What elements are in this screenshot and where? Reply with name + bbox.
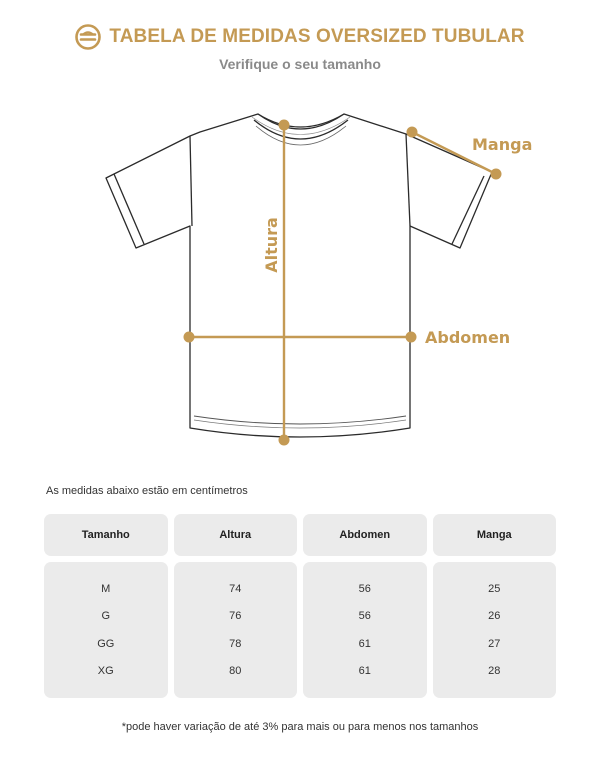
cell-tamanho-2: G: [101, 610, 111, 623]
cell-altura-4: 80: [229, 664, 242, 677]
header-abdomen: Abdomen: [303, 514, 427, 556]
cell-manga-4: 28: [488, 664, 501, 677]
tshirt-outline: [106, 114, 492, 437]
values-altura: [174, 562, 298, 698]
page-title: TABELA DE MEDIDAS OVERSIZED TUBULAR: [109, 26, 525, 47]
values-tamanho: [44, 562, 168, 698]
cell-abdomen-2: 56: [358, 610, 371, 623]
tshirt-diagram: [0, 80, 600, 460]
cell-altura-3: 78: [229, 637, 242, 650]
label-manga: Manga: [472, 135, 533, 154]
label-abdomen: Abdomen: [425, 328, 511, 347]
values-abdomen: [303, 562, 427, 698]
cell-abdomen-1: 56: [358, 583, 371, 596]
size-table: [44, 514, 556, 698]
header-tamanho: Tamanho: [44, 514, 168, 556]
cell-altura-2: 76: [229, 610, 242, 623]
cell-manga-3: 27: [488, 637, 501, 650]
values-manga: [433, 562, 557, 698]
altura-measure: [279, 120, 290, 446]
header-altura: Altura: [174, 514, 298, 556]
column-altura: [174, 514, 298, 698]
variation-footnote: *pode haver variação de até 3% para mais ou para menos nos tamanhos: [121, 721, 479, 733]
cell-abdomen-3: 61: [358, 637, 371, 650]
cell-abdomen-4: 61: [358, 664, 371, 677]
brand-logo-icon: [75, 24, 101, 50]
abdomen-measure: [184, 332, 417, 343]
cell-altura-1: 74: [229, 583, 242, 596]
units-note: As medidas abaixo estão em centímetros: [46, 485, 248, 497]
column-manga: [433, 514, 557, 698]
cell-tamanho-1: M: [101, 583, 111, 596]
page-subtitle: Verifique o seu tamanho: [219, 56, 381, 72]
column-abdomen: [303, 514, 427, 698]
cell-tamanho-3: GG: [97, 637, 115, 650]
header-manga: Manga: [433, 514, 557, 556]
column-tamanho: [44, 514, 168, 698]
cell-manga-1: 25: [488, 583, 501, 596]
header: [0, 24, 600, 50]
label-altura: Altura: [262, 217, 281, 273]
cell-manga-2: 26: [488, 610, 501, 623]
cell-tamanho-4: XG: [97, 664, 114, 677]
